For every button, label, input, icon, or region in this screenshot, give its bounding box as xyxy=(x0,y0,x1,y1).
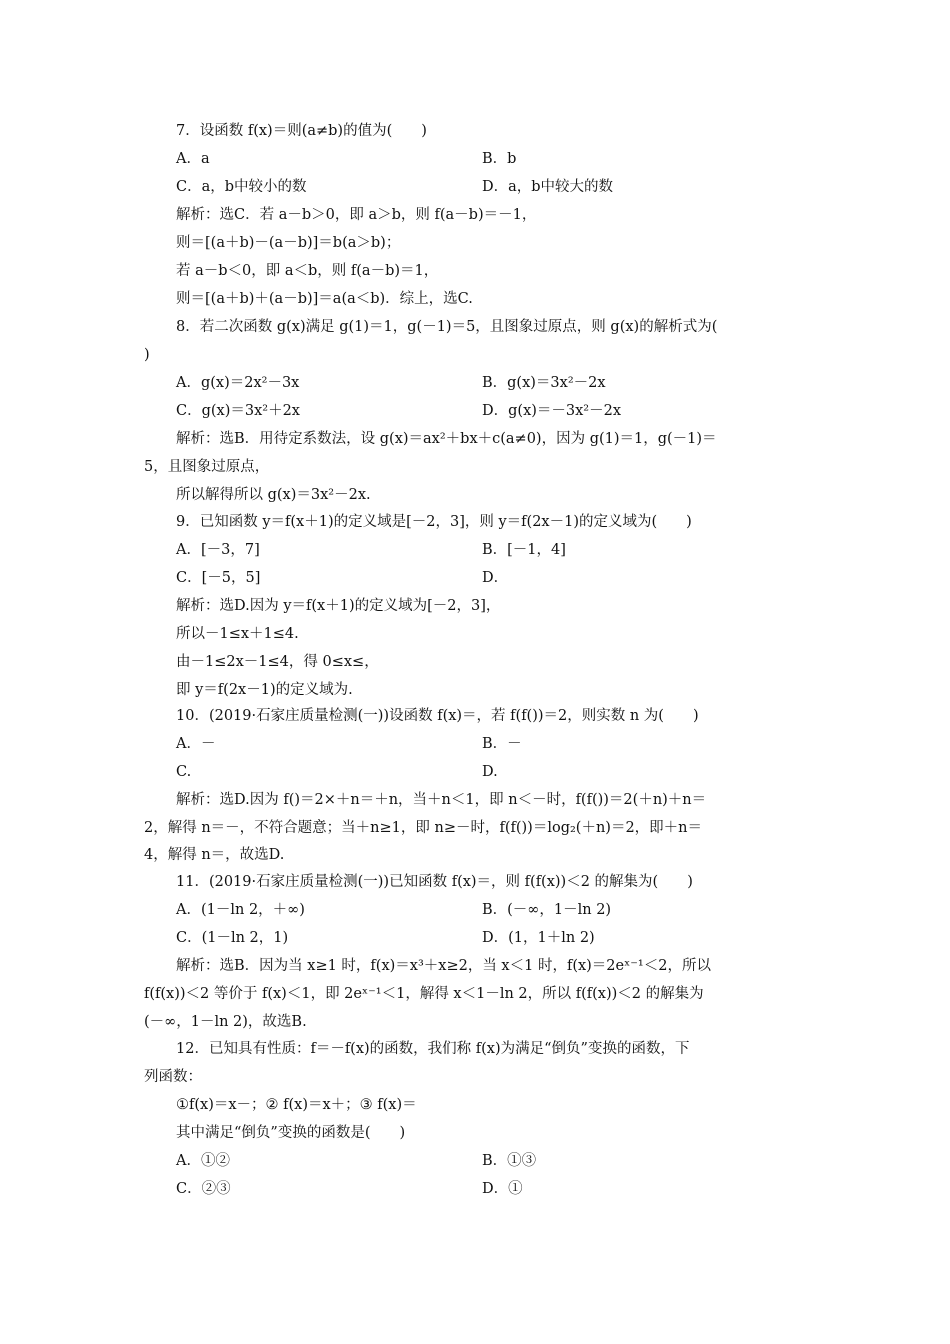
question-8-stem-continued: ) xyxy=(144,347,150,363)
question-7-solution-line: 则＝[(a＋b)－(a－b)]＝b(a＞b)； xyxy=(176,235,401,251)
question-10-option-c: C. xyxy=(176,764,192,780)
question-10-solution-line: 2，解得 n＝－，不符合题意；当＋n≥1，即 n≥－时，f(f())＝log₂(＋n)＝2，即＋n＝ xyxy=(144,820,703,836)
question-10-option-a: A．－ xyxy=(176,736,216,752)
question-7-solution-line: 则＝[(a＋b)＋(a－b)]＝a(a＜b)．综上，选C. xyxy=(176,291,473,307)
question-7-option-a: A．a xyxy=(176,151,210,167)
question-7-solution-line: 若 a－b＜0，即 a＜b，则 f(a－b)＝1， xyxy=(176,263,439,279)
question-8-solution-line: 5，且图象过原点， xyxy=(144,459,270,475)
question-8-stem: 8．若二次函数 g(x)满足 g(1)＝1，g(－1)＝5，且图象过原点，则 g(x)的解析式为( xyxy=(176,319,718,335)
question-11-option-b: B．(－∞，1－ln 2) xyxy=(482,902,612,918)
question-11-solution-line: f(f(x))＜2 等价于 f(x)＜1，即 2eˣ⁻¹＜1，解得 x＜1－ln 2，所以 f(f(x))＜2 的解集为 xyxy=(144,986,704,1002)
question-11-option-d: D．(1，1＋ln 2) xyxy=(482,930,595,946)
question-7-option-c: C．a，b中较小的数 xyxy=(176,179,307,195)
question-11-stem: 11．(2019·石家庄质量检测(一))已知函数 f(x)＝，则 f(f(x))＜2 的解集为( ) xyxy=(176,874,693,890)
question-8-solution-line: 所以解得所以 g(x)＝3x²－2x. xyxy=(176,487,371,503)
question-11-solution-line: 解析：选B．因为当 x≥1 时，f(x)＝x³＋x≥2，当 x＜1 时，f(x)＝2eˣ⁻¹＜2，所以 xyxy=(176,958,711,974)
question-12-stem: 12．已知具有性质：f＝－f(x)的函数，我们称 f(x)为满足“倒负”变换的函数，下 xyxy=(176,1041,690,1057)
question-11-option-c: C．(1－ln 2，1) xyxy=(176,930,289,946)
question-7-stem: 7．设函数 f(x)＝则(a≠b)的值为( ) xyxy=(176,123,427,139)
question-9-solution-line: 所以－1≤x＋1≤4. xyxy=(176,626,299,642)
question-8-option-c: C．g(x)＝3x²＋2x xyxy=(176,403,300,419)
question-7-option-d: D．a，b中较大的数 xyxy=(482,179,614,195)
question-7-option-b: B．b xyxy=(482,151,517,167)
question-10-option-d: D. xyxy=(482,764,498,780)
question-12-option-a: A．①② xyxy=(176,1153,230,1169)
question-8-option-b: B．g(x)＝3x²－2x xyxy=(482,375,606,391)
question-9-stem: 9．已知函数 y＝f(x＋1)的定义域是[－2，3]，则 y＝f(2x－1)的定义域为( ) xyxy=(176,514,692,530)
question-12-stem-continued: 列函数： xyxy=(144,1069,202,1085)
question-9-solution-line: 即 y＝f(2x－1)的定义域为. xyxy=(176,682,353,698)
question-12-option-c: C．②③ xyxy=(176,1181,231,1197)
question-9-solution-line: 由－1≤2x－1≤4，得 0≤x≤， xyxy=(176,654,379,670)
question-9-option-a: A．[－3，7] xyxy=(176,542,260,558)
question-12-ask: 其中满足“倒负”变换的函数是( ) xyxy=(176,1125,406,1141)
question-12-option-d: D．① xyxy=(482,1181,523,1197)
question-10-stem: 10．(2019·石家庄质量检测(一))设函数 f(x)＝，若 f(f())＝2，则实数 n 为( ) xyxy=(176,708,699,724)
question-10-option-b: B．－ xyxy=(482,736,522,752)
question-9-option-d: D． xyxy=(482,570,509,586)
question-8-option-a: A．g(x)＝2x²－3x xyxy=(176,375,300,391)
question-11-solution-line: (－∞，1－ln 2)，故选B. xyxy=(144,1014,307,1030)
question-11-option-a: A．(1－ln 2，＋∞) xyxy=(176,902,305,918)
question-12-option-b: B．①③ xyxy=(482,1153,537,1169)
question-10-solution-line: 解析：选D.因为 f()＝2×＋n＝＋n，当＋n＜1，即 n＜－时，f(f())＝2(＋n)＋n＝ xyxy=(176,792,707,808)
question-8-option-d: D．g(x)＝－3x²－2x xyxy=(482,403,622,419)
question-9-option-c: C．[－5，5] xyxy=(176,570,261,586)
question-7-solution-line: 解析：选C．若 a－b＞0，即 a＞b，则 f(a－b)＝－1， xyxy=(176,207,537,223)
question-12-function-list: ①f(x)＝x－；② f(x)＝x＋；③ f(x)＝ xyxy=(176,1097,417,1113)
question-9-solution-line: 解析：选D.因为 y＝f(x＋1)的定义域为[－2，3]， xyxy=(176,598,501,614)
question-9-option-b: B．[－1，4] xyxy=(482,542,566,558)
question-10-solution-line: 4，解得 n＝，故选D. xyxy=(144,847,285,863)
question-8-solution-line: 解析：选B．用待定系数法，设 g(x)＝ax²＋bx＋c(a≠0)，因为 g(1)＝1，g(－1)＝ xyxy=(176,431,717,447)
